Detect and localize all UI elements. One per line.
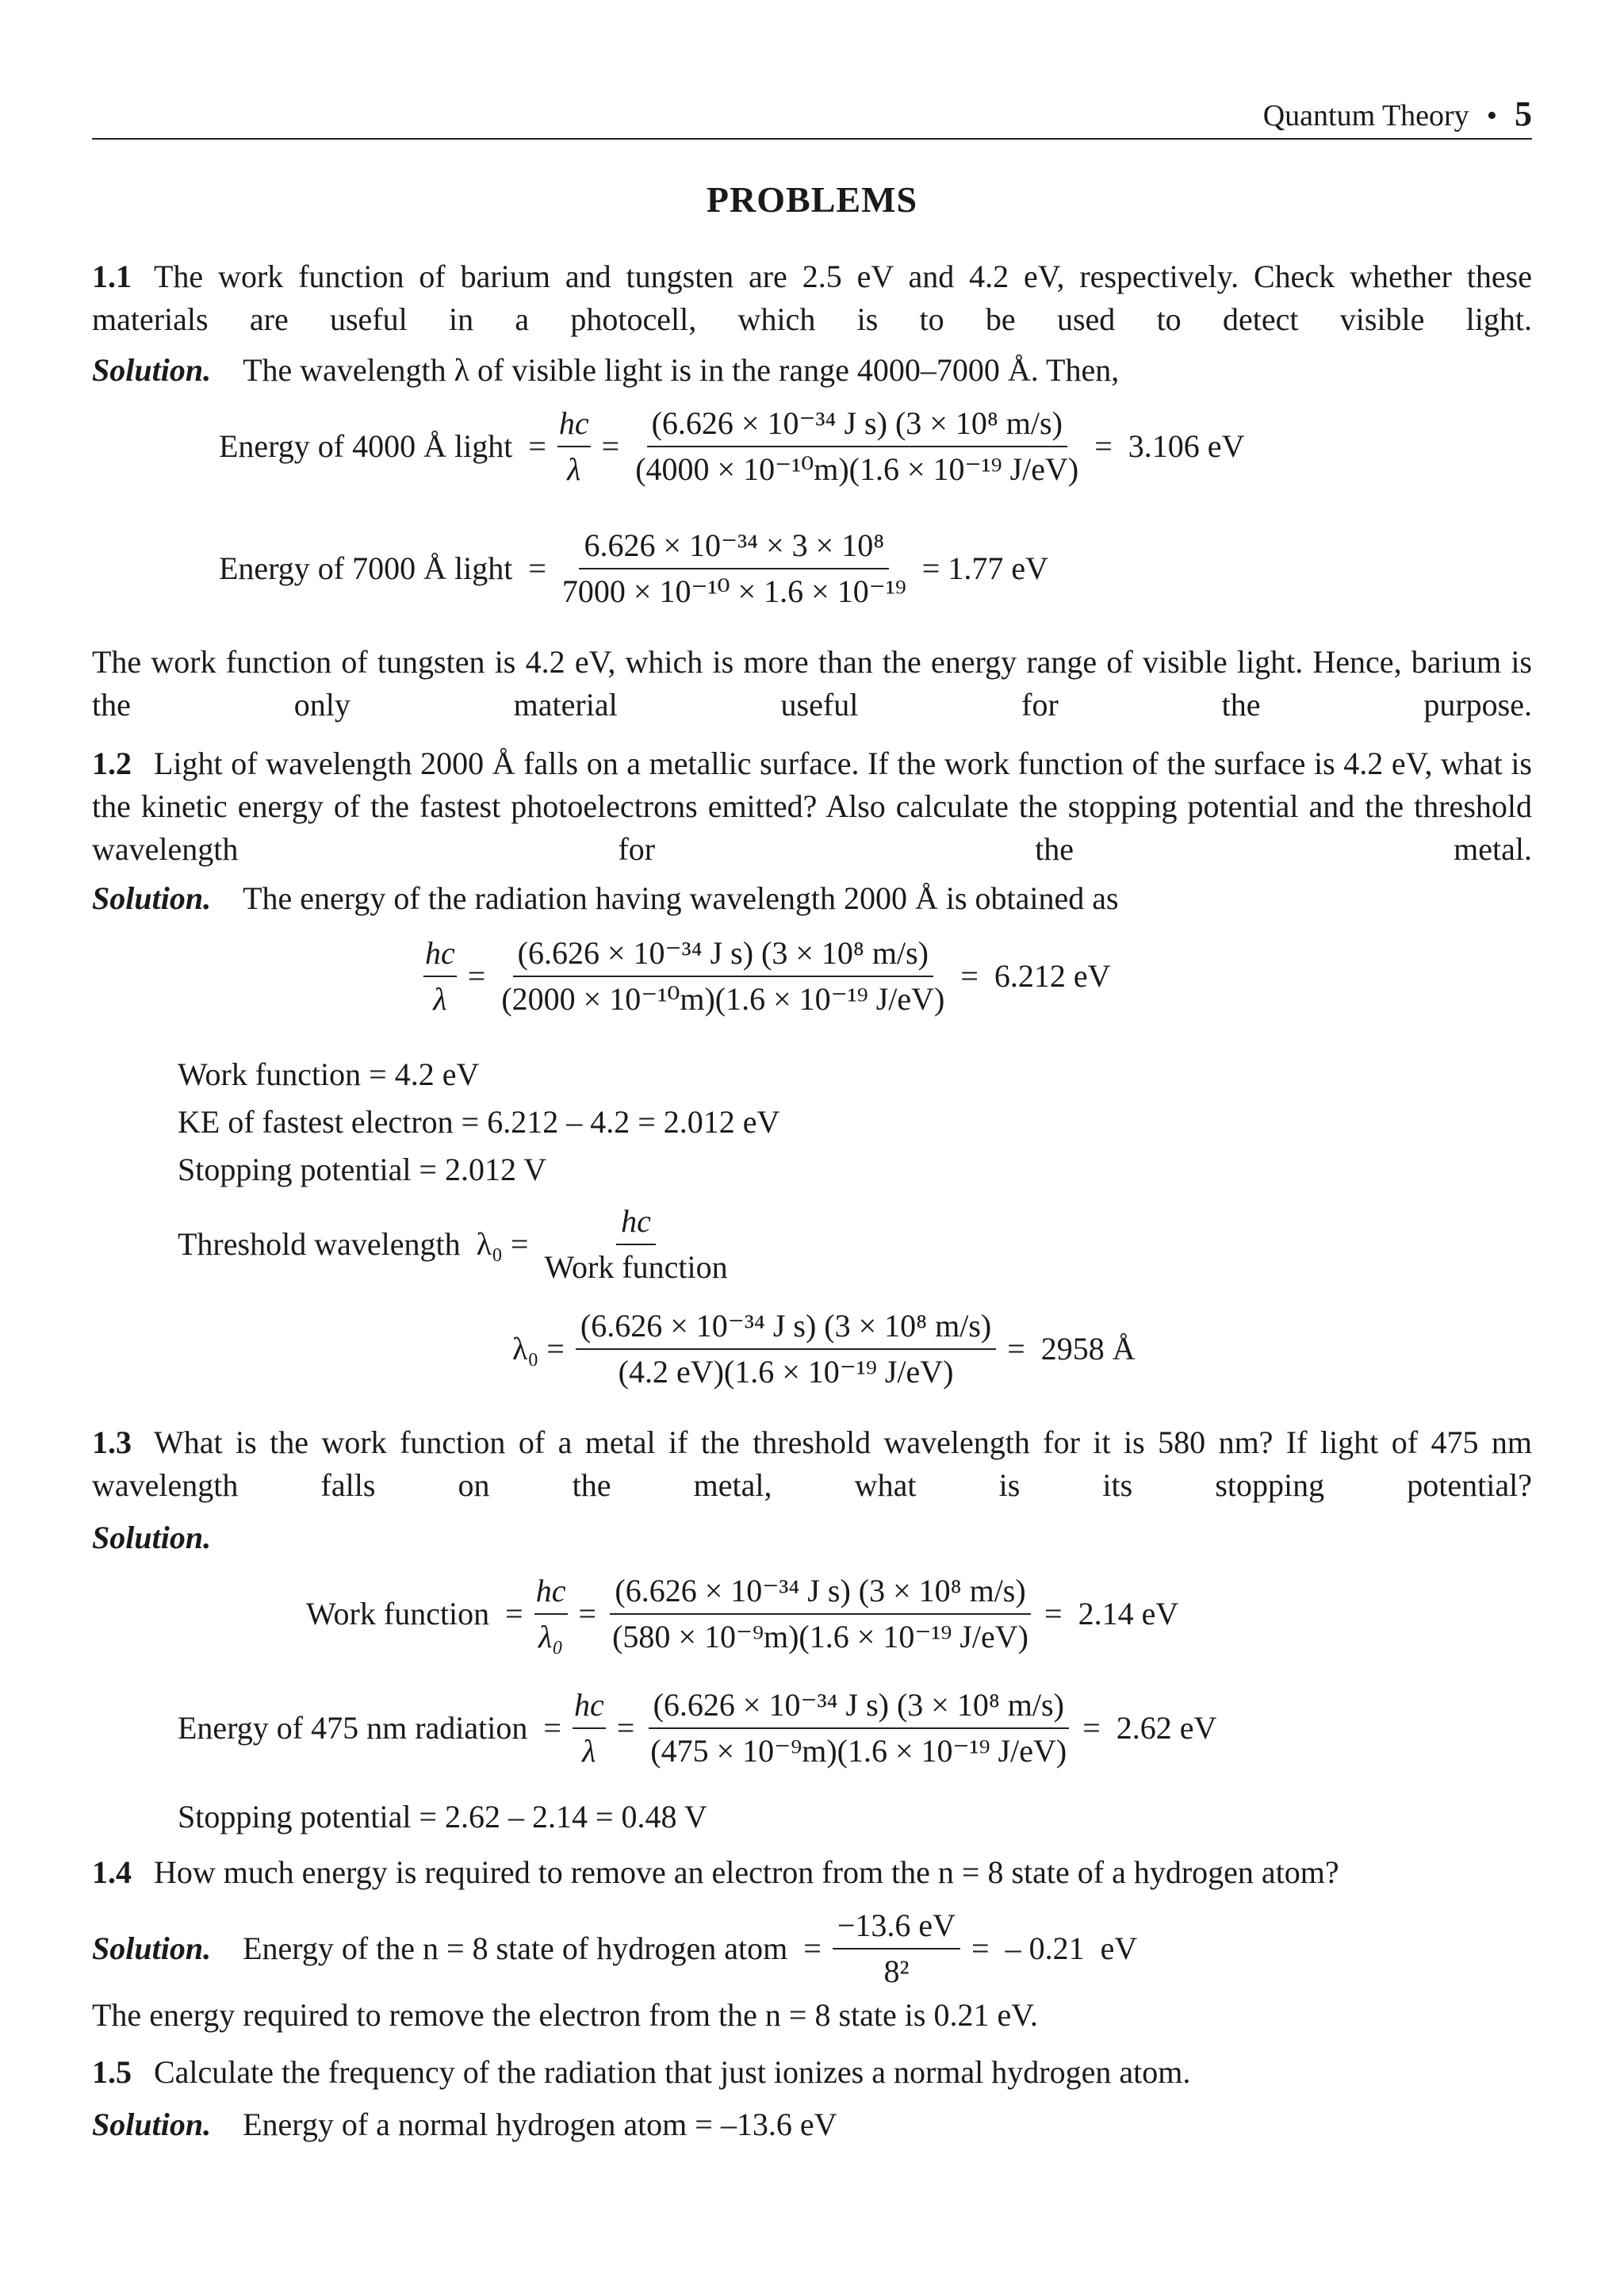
fraction-denominator: (580 × 10⁻⁹m)(1.6 × 10⁻¹⁹ J/eV) [612, 1619, 1029, 1654]
stopping-potential-line: Stopping potential = 2.62 – 2.14 = 0.48 V [178, 1799, 707, 1835]
problem-1-2-question [92, 742, 1532, 871]
fraction-value [630, 404, 1083, 489]
fraction-value [539, 1202, 732, 1286]
fraction-numerator: (6.626 × 10⁻³⁴ J s) (3 × 10⁸ m/s) [610, 1572, 1030, 1615]
fraction-hc-lambda [557, 404, 591, 489]
fraction-value [607, 1572, 1033, 1656]
equals-sign: = [601, 428, 620, 464]
fraction-numerator: hc [616, 1202, 656, 1245]
problem-number: 1.3 [92, 1424, 132, 1460]
problem-1-4-question [92, 1851, 1532, 1894]
problem-1-2-solution [92, 877, 1532, 920]
fraction-denominator: (4000 × 10⁻¹⁰m)(1.6 × 10⁻¹⁹ J/eV) [635, 451, 1079, 487]
solution-label: Solution. [92, 880, 212, 916]
problem-1-4-conclusion: The energy required to remove the electron from the n = 8 state is 0.21 eV. [92, 1997, 1038, 2033]
problem-number: 1.4 [92, 1854, 132, 1890]
problem-number: 1.5 [92, 2054, 132, 2090]
question-text: Calculate the frequency of the radiation that just ionizes a normal hydrogen atom. [154, 2054, 1191, 2090]
fraction-numerator: (6.626 × 10⁻³⁴ J s) (3 × 10⁸ m/s) [647, 404, 1067, 447]
fraction-denominator: Work function [544, 1249, 728, 1285]
page-number: 5 [1515, 94, 1532, 133]
problem-1-1-conclusion: The work function of tungsten is 4.2 eV, which is more than the energy range of visible light. Hence, barium is the only material useful for the purpose. [92, 644, 1532, 723]
running-title: Quantum Theory [1262, 99, 1469, 132]
solution-text: The wavelength λ of visible light is in the range 4000–7000 Å. Then, [243, 352, 1120, 388]
fraction-denominator: λ [582, 1733, 596, 1769]
solution-text: Energy of a normal hydrogen atom = –13.6 eV [243, 2107, 837, 2142]
fraction-denominator: λ [433, 981, 447, 1017]
fraction-denominator: (475 × 10⁻⁹m)(1.6 × 10⁻¹⁹ J/eV) [650, 1733, 1067, 1769]
fraction-numerator: −13.6 eV [833, 1907, 960, 1950]
equation-left: Energy of 7000 Å light = [219, 550, 546, 586]
fraction-numerator: hc [423, 934, 457, 977]
solution-label: Solution. [92, 1520, 212, 1555]
solution-text: The energy of the radiation having wavelength 2000 Å is obtained as [243, 880, 1119, 916]
equation-left: λ₀ = [512, 1331, 565, 1367]
equation-1-4 [92, 1907, 1137, 1991]
fraction-numerator: hc [534, 1572, 568, 1615]
solution-label: Solution. [92, 352, 212, 388]
running-head-text [1263, 94, 1532, 134]
fraction-numerator: hc [557, 404, 591, 447]
solution-label: Solution. [92, 2107, 212, 2142]
threshold-wavelength-equation [178, 1202, 744, 1286]
problem-1-5-question [92, 2051, 1532, 2094]
equation-result: = 3.106 eV [1094, 428, 1245, 464]
fraction-value [496, 934, 949, 1018]
equation-result: = 2.62 eV [1082, 1710, 1217, 1746]
work-function-line: Work function = 4.2 eV [178, 1056, 480, 1092]
equation-1-3-b [178, 1686, 1216, 1770]
fraction-denominator: (2000 × 10⁻¹⁰m)(1.6 × 10⁻¹⁹ J/eV) [501, 981, 945, 1017]
problem-1-5-solution [92, 2103, 1532, 2146]
section-title: PROBLEMS [706, 179, 918, 220]
solution-label: Solution. [92, 1930, 212, 1966]
bullet-icon: • [1486, 99, 1497, 132]
equation-left: Work function = [306, 1596, 523, 1631]
equals-sign: = [578, 1596, 597, 1631]
equation-result: = 2.14 eV [1044, 1596, 1179, 1631]
fraction-denominator: 8² [883, 1953, 910, 1989]
fraction-denominator: λ₀ [538, 1619, 564, 1654]
threshold-wavelength-value [512, 1307, 1136, 1391]
problem-1-1-question [92, 255, 1532, 341]
question-text: Light of wavelength 2000 Å falls on a metallic surface. If the work function of the surface is 4.2 eV, what is the kinetic energy of the fastest photoelectrons emitted? Also calculate the stopping potential and the threshold wavelength for the metal. [92, 746, 1532, 867]
fraction-numerator: hc [573, 1686, 606, 1729]
equation-1-1-b [219, 527, 1048, 611]
equation-left: Threshold wavelength λ₀ = [178, 1226, 529, 1262]
problem-number: 1.2 [92, 746, 132, 781]
fraction-numerator: (6.626 × 10⁻³⁴ J s) (3 × 10⁸ m/s) [513, 934, 933, 977]
equation-1-3-a [306, 1572, 1178, 1656]
equation-result: = – 0.21 eV [971, 1930, 1138, 1966]
question-text: How much energy is required to remove an electron from the n = 8 state of a hydrogen atom? [154, 1854, 1339, 1890]
stopping-potential-line: Stopping potential = 2.012 V [178, 1152, 547, 1187]
fraction-denominator: λ [567, 451, 581, 487]
fraction-value [645, 1686, 1071, 1770]
equation-1-2-a [412, 934, 1111, 1018]
equation-left: Energy of 475 nm radiation = [178, 1710, 561, 1746]
fraction-value [576, 1307, 996, 1391]
problem-1-3-question [92, 1421, 1532, 1507]
problem-1-1-solution [92, 349, 1532, 392]
equals-sign: = [616, 1710, 635, 1746]
problem-number: 1.1 [92, 259, 132, 294]
fraction-value [557, 527, 911, 611]
equation-1-1-a [219, 404, 1244, 489]
running-header [92, 87, 1532, 140]
fraction-hc-lambda0 [534, 1572, 568, 1656]
equation-left: Energy of 4000 Å light = [219, 428, 546, 464]
kinetic-energy-line: KE of fastest electron = 6.212 – 4.2 = 2.012 eV [178, 1104, 780, 1140]
equation-result: = 2958 Å [1007, 1331, 1136, 1367]
fraction-hc-lambda [573, 1686, 606, 1770]
solution-text: Energy of the n = 8 state of hydrogen atom = [243, 1930, 822, 1966]
fraction-value [833, 1907, 960, 1991]
question-text: The work function of barium and tungsten are 2.5 eV and 4.2 eV, respectively. Check whether these materials are useful in a photocell, which is to be used to detect visible light. [92, 259, 1532, 337]
question-text: What is the work function of a metal if the threshold wavelength for it is 580 nm? If light of 475 nm wavelength falls on the metal, what is its stopping potential? [92, 1424, 1532, 1503]
fraction-numerator: (6.626 × 10⁻³⁴ J s) (3 × 10⁸ m/s) [576, 1307, 996, 1350]
equals-sign: = [467, 958, 486, 994]
fraction-numerator: (6.626 × 10⁻³⁴ J s) (3 × 10⁸ m/s) [649, 1686, 1069, 1729]
equation-result: = 1.77 eV [921, 550, 1048, 586]
fraction-numerator: 6.626 × 10⁻³⁴ × 3 × 10⁸ [579, 527, 889, 569]
fraction-denominator: 7000 × 10⁻¹⁰ × 1.6 × 10⁻¹⁹ [561, 573, 906, 609]
page [92, 0, 1532, 2285]
equation-result: = 6.212 eV [960, 958, 1111, 994]
fraction-hc-lambda [423, 934, 457, 1018]
problem-1-3-solution [92, 1516, 1532, 1559]
fraction-denominator: (4.2 eV)(1.6 × 10⁻¹⁹ J/eV) [618, 1354, 954, 1390]
